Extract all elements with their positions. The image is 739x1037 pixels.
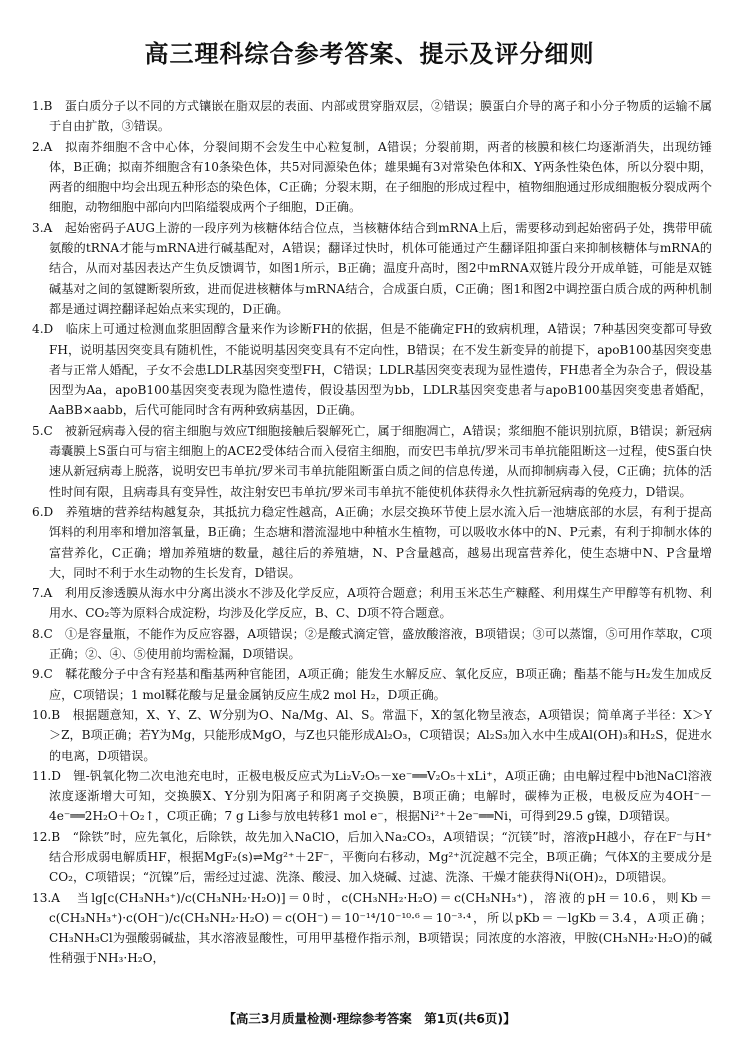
answer-item: 1.B 蛋白质分子以不同的方式镶嵌在脂双层的表面、内部或贯穿脂双层，②错误；膜蛋白介导的离子和小分子物质的运输不属于自由扩散，③错误。 xyxy=(32,99,712,134)
answer-list xyxy=(32,96,712,969)
page-title: 高三理科综合参考答案、提示及评分细则 xyxy=(144,40,595,68)
answer-item: 2.A 拟南芥细胞不含中心体，分裂间期不会发生中心粒复制，A错误；分裂前期，两者的核膜和核仁均逐渐消失，出现纺锤体，B正确；拟南芥细胞含有10条染色体，共5对同源染色体；雄果蝇有3对常染色体和X、Y两条性染色体，所以分裂中期，两者的细胞中均会出现五种形态的染色体，C正确；分裂末期，在子细胞的形成过程中，植物细胞通过形成细胞板分裂成两个细胞，动物细胞中部向内凹陷缢裂成两个子细胞，D正确。 xyxy=(32,139,712,215)
answer-item: 12.B “除铁”时，应先氧化，后除铁，故先加入NaClO，后加入Na₂CO₃，A项错误；“沉镁”时，溶液pH越小，存在F⁻与H⁺结合形成弱电解质HF，根据MgF₂(s)⇌Mg²⁺＋2F⁻，平衡向右移动，Mg²⁺沉淀越不完全，B项正确；气体X的主要成分是CO₂，C项错误；“沉镍”后，需经过过滤、洗涤、酸浸、加入烧碱、过滤、洗涤、干燥才能获得Ni(OH)₂，D项错误。 xyxy=(32,829,712,885)
answer-item: 9.C 鞣花酸分子中含有羟基和酯基两种官能团，A项正确；能发生水解反应、氧化反应，B项正确；酯基不能与H₂发生加成反应，C项错误；1 mol鞣花酸与足量金属钠反应生成2 mol H₂，D项正确。 xyxy=(32,667,712,702)
answer-item: 3.A 起始密码子AUG上游的一段序列为核糖体结合位点，当核糖体结合到mRNA上后，需要移动到起始密码子处，携带甲硫氨酸的tRNA才能与mRNA进行碱基配对，A错误；翻译过快时，机体可能通过产生翻译阻抑蛋白来抑制核糖体与mRNA的结合，从而对基因表达产生负反馈调节，如图1所示，B正确；温度升高时，图2中mRNA双链片段分开成单链，可能是双链碱基对之间的氢键断裂所致，进而促进核糖体与mRNA结合，合成蛋白质，C正确；图1和图2中调控蛋白质合成的两种机制都是通过调控翻译起始点来实现的，D正确。 xyxy=(32,220,712,316)
answer-item: 11.D 锂-钒氧化物二次电池充电时，正极电极反应式为Li₂V₂O₅－xe⁻══V₂O₅＋xLi⁺，A项正确；由电解过程中b池NaCl溶液浓度逐渐增大可知，交换膜X、Y分别为阳离子和阴离子交换膜，B项正确；电解时，碳棒为正极，电极反应为4OH⁻－4e⁻══2H₂O＋O₂↑，C项正确；7 g Li参与放电转移1 mol e⁻，根据Ni²⁺＋2e⁻══Ni，可得到29.5 g镍，D项错误。 xyxy=(32,768,712,824)
answer-item: 8.C ①是容量瓶，不能作为反应容器，A项错误；②是酸式滴定管，盛放酸溶液，B项错误；③可以蒸馏，⑤可用作萃取，C项正确；②、④、⑤使用前均需检漏，D项错误。 xyxy=(32,626,712,662)
answer-item: 4.D 临床上可通过检测血浆胆固醇含量来作为诊断FH的依据，但是不能确定FH的致病机理，A错误；7种基因突变都可导致FH，说明基因突变具有随机性，不能说明基因突变具有不定向性，B错误；在不发生新变异的前提下，apoB100基因突变患者与正常人婚配，子女不会患LDLR基因突变型FH，C错误；LDLR基因突变表现为显性遗传，FH患者全为杂合子，假设基因型为Aa，apoB100基因突变表现为隐性遗传，假设基因型为bb，LDLR基因突变患者与apoB100基因突变患者婚配，AaBB×aabb，后代可能同时含有两种致病基因，D正确。 xyxy=(32,322,712,418)
answer-item: 13.A 当lg[c(CH₃NH₃⁺)/c(CH₃NH₂·H₂O)]＝0时，c(CH₃NH₂·H₂O)＝c(CH₃NH₃⁺)，溶液的pH＝10.6，则Kb＝c(CH₃NH₃⁺)·c(OH⁻)/c(CH₃NH₂·H₂O)＝c(OH⁻)＝10⁻¹⁴/10⁻¹⁰·⁶＝10⁻³·⁴，所以pKb＝－lgKb＝3.4，A项正确；CH₃NH₃Cl为强酸弱碱盐，其水溶液显酸性，可用甲基橙作指示剂，B项错误；同浓度的水溶液，甲胺(CH₃NH₂·H₂O)的碱性稍强于NH₃·H₂O， xyxy=(32,890,712,966)
page-footer: 【高三3月质量检测·理综参考答案 第1页(共6页)】 xyxy=(223,1011,516,1026)
answer-item: 5.C 被新冠病毒入侵的宿主细胞与效应T细胞接触后裂解死亡，属于细胞凋亡，A错误；浆细胞不能识别抗原，B错误；新冠病毒囊膜上S蛋白可与宿主细胞上的ACE2受体结合而入侵宿主细胞，而安巴韦单抗/罗米司韦单抗能阻断这一过程，使S蛋白快速从新冠病毒上脱落，说明安巴韦单抗/罗米司韦单抗能阻断蛋白质之间的信息传递，从而抑制病毒入侵，C正确；抗体的活性时间有限，且病毒具有变异性，故注射安巴韦单抗/罗米司韦单抗不能使机体获得永久性抗新冠病毒的免疫力，D错误。 xyxy=(32,423,712,499)
answer-item: 6.D 养殖塘的营养结构越复杂，其抵抗力稳定性越高，A正确；水层交换环节使上层水流入后一池塘底部的水层，有利于提高饵料的利用率和增加溶氧量，B正确；生态塘和潜流湿地中种植水生植物，可以吸收水体中的N、P元素，有利于抑制水体的富营养化，C正确；增加养殖塘的数量，越往后的养殖塘，N、P含量越高，越易出现富营养化，使生态塘中N、P含量增大，同时不利于水生动物的生长发育，D错误。 xyxy=(32,504,712,580)
answer-item: 10.B 根据题意知，X、Y、Z、W分别为O、Na/Mg、Al、S。常温下，X的氢化物呈液态，A项错误；简单离子半径：X＞Y＞Z，B项正确；若Y为Mg，只能形成MgO，与Z也只能形成Al₂O₃，C项错误；Al₂S₃加入水中生成Al(OH)₃和H₂S，促进水的电离，D项错误。 xyxy=(32,707,712,763)
answer-item: 7.A 利用反渗透膜从海水中分离出淡水不涉及化学反应，A项符合题意；利用玉米芯生产糠醛、利用煤生产甲醇等有机物、利用水、CO₂等为原料合成淀粉，均涉及化学反应，B、C、D项不符合题意。 xyxy=(32,586,712,621)
